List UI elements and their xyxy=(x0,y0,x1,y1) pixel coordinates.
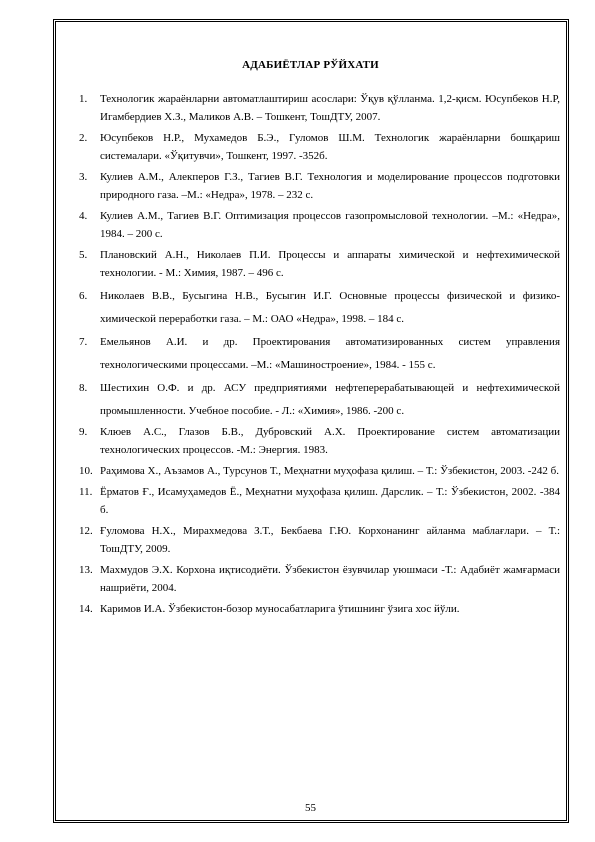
reference-item xyxy=(79,483,560,519)
reference-item xyxy=(79,377,560,422)
reference-number: 8. xyxy=(79,382,88,394)
reference-text: Плановский А.Н., Николаев П.И. Процессы и аппараты химической и нефтехимической технологии. - М.: Химия, 1987. – 496 с. xyxy=(100,249,560,279)
reference-number: 13. xyxy=(79,564,93,576)
reference-number: 6. xyxy=(79,290,88,302)
reference-text: Махмудов Э.Х. Корхона иқтисодиёти. Ўзбекистон ёзувчилар уюшмаси -Т.: Адабиёт жамғармаси нашриёти, 2004. xyxy=(100,564,560,594)
reference-text: Емельянов А.И. и др. Проектирования автоматизированных систем управления технологическими процессами. –М.: «Машиностроение», 1984. - 155 с. xyxy=(100,336,560,371)
reference-item xyxy=(79,90,560,126)
reference-number: 14. xyxy=(79,603,93,615)
reference-text: Ёрматов Ғ., Исамуҳамедов Ё., Меҳнатни муҳофаза қилиш. Дарслик. – Т.: Ўзбекистон, 2002. -384 б. xyxy=(100,486,560,516)
reference-item xyxy=(79,129,560,165)
reference-number: 9. xyxy=(79,426,88,438)
reference-text: Кулиев А.М., Тагиев В.Г. Оптимизация процессов газопромысловой технологии. –М.: «Недра», 1984. – 200 с. xyxy=(100,210,560,240)
reference-text: Николаев В.В., Бусыгина Н.В., Бусыгин И.Г. Основные процессы физической и физико-химической переработки газа. – М.: ОАО «Недра», 1998. – 184 с. xyxy=(100,290,560,325)
reference-item xyxy=(79,423,560,459)
reference-text: Ғуломова Н.Х., Мирахмедова З.Т., Бекбаева Г.Ю. Корхонанинг айланма маблағлари. – Т.: ТошДТУ, 2009. xyxy=(100,525,560,555)
reference-number: 12. xyxy=(79,525,93,537)
reference-item xyxy=(79,600,560,618)
reference-number: 5. xyxy=(79,249,88,261)
reference-text: Технологик жараёнларни автоматлаштириш асослари: Ўқув қўлланма. 1,2-қисм. Юсупбеков Н.Р, Игамбердиев Х.З., Маликов А.В. – Тошкент, ТошДТУ, 2007. xyxy=(100,93,560,123)
reference-number: 7. xyxy=(79,336,88,348)
reference-number: 10. xyxy=(79,465,93,477)
reference-item xyxy=(79,561,560,597)
reference-text: Шестихин О.Ф. и др. АСУ предприятиями нефтеперерабатывающей и нефтехимической промышленности. Учебное пособие. - Л.: «Химия», 1986. -200 с. xyxy=(100,382,560,417)
reference-item xyxy=(79,522,560,558)
reference-item xyxy=(79,285,560,330)
page-number: 55 xyxy=(305,802,316,814)
reference-text: Раҳимова Х., Аъзамов А., Турсунов Т., Меҳнатни муҳофаза қилиш. – Т.: Ўзбекистон, 2003. -242 б. xyxy=(100,465,559,477)
reference-item xyxy=(79,246,560,282)
reference-item xyxy=(79,331,560,376)
reference-text: Юсупбеков Н.Р., Мухамедов Б.Э., Гуломов Ш.М. Технологик жараёнларни бошқариш системалари. «Ўқитувчи», Тошкент, 1997. -352б. xyxy=(100,132,560,162)
reference-number: 4. xyxy=(79,210,88,222)
reference-item xyxy=(79,462,560,480)
page-title: АДАБИЁТЛАР РЎЙХАТИ xyxy=(242,59,379,71)
reference-text: Каримов И.А. Ўзбекистон-бозор муносабатларига ўтишнинг ўзига хос йўли. xyxy=(100,603,460,615)
reference-list xyxy=(79,90,560,621)
reference-item xyxy=(79,207,560,243)
reference-number: 3. xyxy=(79,171,88,183)
reference-text: Клюев А.С., Глазов Б.В., Дубровский А.Х. Проектирование систем автоматизации технологических процессов. -М.: Энергия. 1983. xyxy=(100,426,560,456)
reference-item xyxy=(79,168,560,204)
reference-number: 11. xyxy=(79,486,93,498)
reference-number: 2. xyxy=(79,132,88,144)
reference-number: 1. xyxy=(79,93,88,105)
reference-text: Кулиев А.М., Алекперов Г.З., Тагиев В.Г. Технология и моделирование процессов подготовки природного газа. –М.: «Недра», 1978. – 232 с. xyxy=(100,171,560,201)
